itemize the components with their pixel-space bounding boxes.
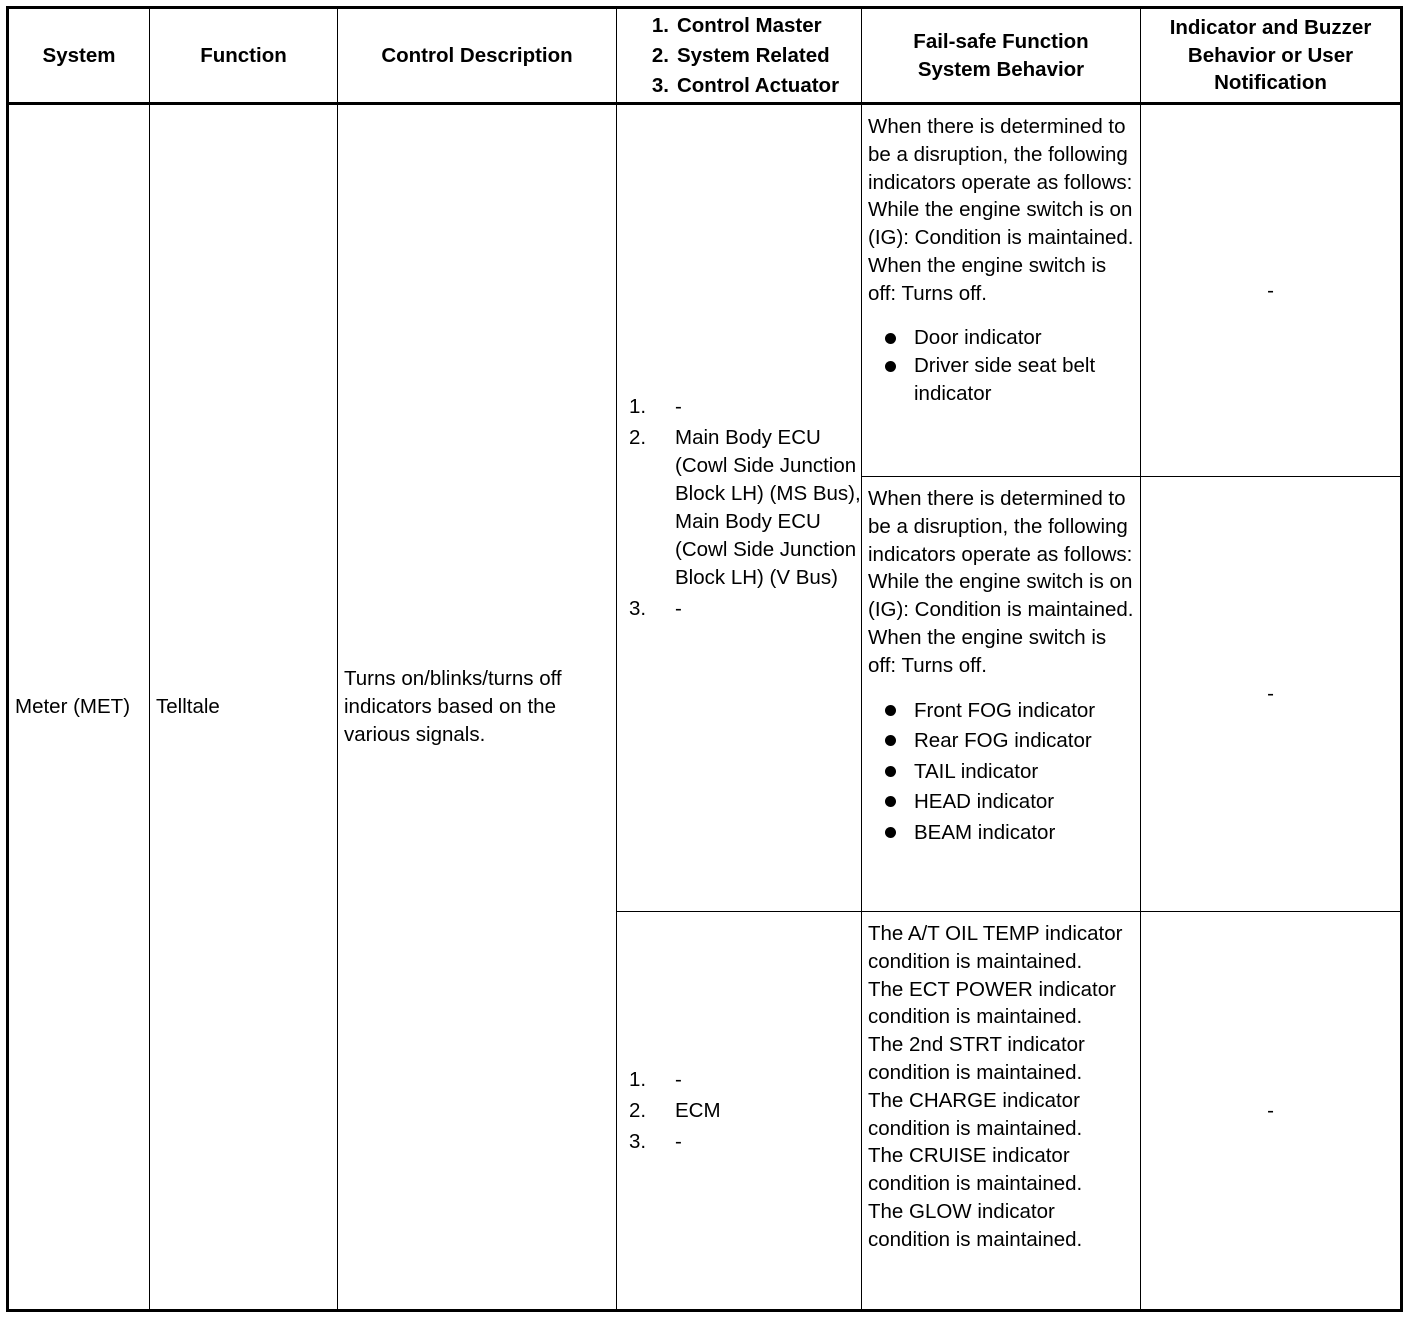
notification-cell: - [1141,104,1402,477]
control-list-cell [617,104,862,912]
header-indicator-line-1: Indicator and Buzzer [1169,15,1372,39]
indicator-list [868,324,1136,408]
control-list [617,393,861,623]
header-control-actuator: 3. Control Actuator [651,73,840,97]
failsafe-text: While the engine switch is on (IG): Condition is maintained. [868,570,1134,622]
failsafe-text: When the engine switch is off: Turns off. [868,253,1107,305]
list-item: Driver side seat belt indicator [868,352,1136,408]
failsafe-text: When there is determined to be a disruption, the following indicators operate as follows: [868,115,1133,194]
header-control-master: 1. Control Master [651,13,822,37]
fail-safe-table [6,6,1403,1312]
control-list [617,1066,861,1156]
control-list-item: 2. Main Body ECU (Cowl Side Junction Block LH) (MS Bus), Main Body ECU (Cowl Side Junction Block LH) (V Bus) [629,426,861,589]
indicator-list [868,696,1136,849]
header-failsafe [862,8,1141,104]
failsafe-cell [862,912,1141,1311]
failsafe-cell [862,477,1141,912]
bullet-icon [885,333,896,344]
system-cell: Meter (MET) [8,104,150,1311]
header-row [8,8,1402,104]
bullet-icon [885,705,896,716]
control-list-item: 2. ECM [629,1098,721,1122]
header-control-list-items [639,11,839,101]
function-cell: Telltale [150,104,338,1311]
control-list-cell [617,912,862,1311]
failsafe-cell [862,104,1141,477]
header-system-related: 2. System Related [651,43,830,67]
header-indicator-line-2: Behavior or User [1187,43,1354,67]
failsafe-text: The CRUISE indicator condition is maintained. [868,1144,1083,1196]
control-list-item: 1. - [629,395,682,418]
header-indicator-line-3: Notification [1214,71,1327,95]
failsafe-text: The CHARGE indicator condition is maintained. [868,1088,1083,1140]
bullet-icon [885,766,896,777]
failsafe-text: When there is determined to be a disruption, the following indicators operate as follows: [868,487,1133,566]
control-list-item: 3. - [629,597,682,620]
failsafe-text: While the engine switch is on (IG): Condition is maintained. [868,198,1134,250]
header-control-list [617,8,862,104]
document-page [6,6,1403,1312]
list-item: BEAM indicator [868,818,1136,849]
failsafe-text: When the engine switch is off: Turns off. [868,625,1107,677]
failsafe-text: The ECT POWER indicator condition is maintained. [868,977,1116,1029]
bullet-icon [885,735,896,746]
header-function: Function [150,8,338,104]
control-description-cell: Turns on/blinks/turns off indicators based on the various signals. [338,104,617,1311]
header-failsafe-line-2: System Behavior [917,57,1085,81]
list-item: Door indicator [868,324,1136,352]
list-item: HEAD indicator [868,787,1136,818]
bullet-icon [885,361,896,372]
header-control-description: Control Description [338,8,617,104]
notification-cell: - [1141,912,1402,1311]
header-system: System [8,8,150,104]
control-list-item: 3. - [629,1129,682,1153]
header-failsafe-line-1: Fail-safe Function [913,29,1089,53]
list-item: Rear FOG indicator [868,726,1136,757]
control-list-item: 1. - [629,1067,682,1091]
list-item: Front FOG indicator [868,696,1136,727]
notification-cell: - [1141,477,1402,912]
failsafe-text: The GLOW indicator condition is maintained. [868,1199,1083,1251]
list-item: TAIL indicator [868,757,1136,788]
bullet-icon [885,796,896,807]
failsafe-text: The A/T OIL TEMP indicator condition is maintained. [868,922,1123,973]
header-indicator [1141,8,1402,104]
table-row [8,104,1402,477]
bullet-icon [885,827,896,838]
failsafe-text: The 2nd STRT indicator condition is maintained. [868,1033,1085,1084]
